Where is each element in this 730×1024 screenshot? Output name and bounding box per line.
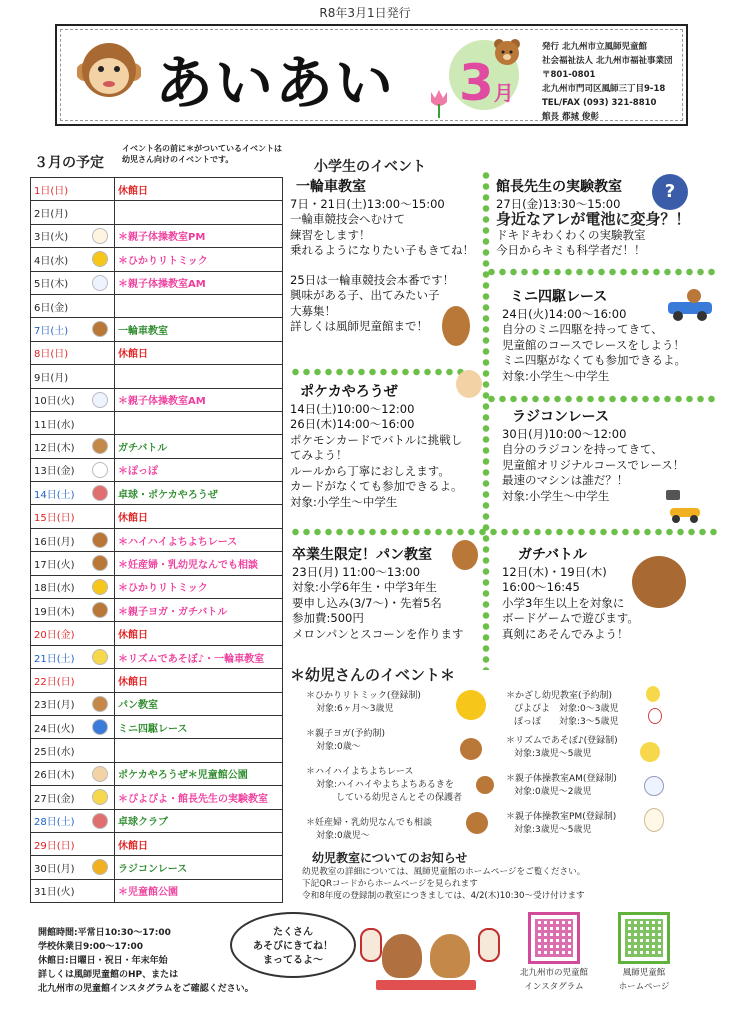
schedule-date-cell (31, 248, 115, 271)
schedule-event-cell (115, 692, 283, 715)
schedule-event: 休館日 (118, 630, 148, 642)
schedule-event: ＊ぽっぽ (118, 466, 158, 478)
schedule-event: ＊リズムであそぼ♪・一輪車教室 (118, 653, 265, 665)
schedule-date-cell (31, 224, 115, 247)
schedule-date-cell (31, 435, 115, 458)
opening-hours: 開館時間:平常日10:30～17:00 学校休業日9:00～17:00 休館日:日曜日・祝日・年末年始 詳しくは風師児童館のHP、または 北九州市の児童館インスタグラムをご確認ください。 (38, 928, 254, 994)
event-character-icon (92, 579, 108, 595)
schedule-date: 27日(金) (34, 793, 75, 805)
event-character-icon (92, 602, 108, 618)
schedule-event: ＊ハイハイよちよちレース (118, 536, 238, 548)
schedule-event: 休館日 (118, 840, 148, 852)
schedule-date-cell (31, 365, 115, 388)
schedule-date: 9日(月) (34, 372, 69, 384)
schedule-date: 18日(水) (34, 583, 75, 595)
schedule-event-cell (115, 435, 283, 458)
schedule-date-cell (31, 271, 115, 294)
schedule-row (31, 294, 283, 317)
schedule-date: 2日(月) (34, 209, 69, 221)
schedule-event: ガチバトル (118, 442, 168, 454)
event-character-icon (92, 462, 108, 478)
unicycle-bear-icon (442, 306, 470, 346)
event-character-icon (92, 438, 108, 454)
schedule-event-cell (115, 458, 283, 481)
unicycle-event: 一輪車教室 7日・21日(土)13:00～15:00 一輪車競技会へむけて 練習をします！ 乗れるようになりたい子もきてね！ 25日は一輪車競技会本番です！ 興味がある子、出てみたい子 大募集！ 詳しくは風師児童館まで！ (290, 180, 490, 335)
bread-title: 卒業生限定！パン教室 (292, 547, 432, 563)
schedule-event-cell (115, 365, 283, 388)
schedule-date: 1日(日) (34, 185, 69, 197)
schedule-event: ＊妊産婦・乳幼児なんでも相談 (118, 559, 258, 571)
event-character-icon (92, 532, 108, 548)
event-character-icon (92, 766, 108, 782)
schedule-row (31, 365, 283, 388)
schedule-row (31, 786, 283, 809)
schedule-date-cell (31, 879, 115, 902)
schedule-date-cell (31, 715, 115, 738)
event-character-icon (92, 228, 108, 244)
schedule-event-cell (115, 294, 283, 317)
schedule-event: ＊親子体操教室PM (118, 232, 206, 244)
yoga-bear-icon (460, 738, 482, 760)
schedule-date-cell (31, 692, 115, 715)
schedule-event-cell (115, 341, 283, 364)
schedule-event: 卓球・ポケカやろうぜ (118, 489, 218, 501)
schedule-date: 31日(火) (34, 887, 75, 899)
schedule-row (31, 201, 283, 224)
schedule-row (31, 669, 283, 692)
parent-bear-icon (466, 812, 488, 834)
schedule-date: 3日(火) (34, 232, 69, 244)
schedule-row (31, 178, 283, 201)
notice-title: 幼児教室についてのお知らせ (312, 851, 468, 865)
schedule-date-cell (31, 762, 115, 785)
schedule-date: 15日(日) (34, 513, 75, 525)
sunflower-icon (456, 690, 486, 720)
hen-icon (648, 708, 662, 724)
schedule-event: 一輪車教室 (118, 326, 168, 338)
crawling-bear-icon (476, 776, 494, 794)
schedule-event-cell (115, 505, 283, 528)
schedule-date-cell (31, 411, 115, 434)
instagram-qr-code[interactable] (528, 912, 580, 964)
schedule-date: 16日(月) (34, 536, 75, 548)
unicycle-title: 一輪車教室 (296, 179, 366, 195)
schedule-date: 22日(日) (34, 676, 75, 688)
issue-date: R8年3月1日発行 (319, 6, 411, 20)
schedule-event: 休館日 (118, 513, 148, 525)
radio-control-car-icon (662, 488, 706, 524)
schedule-date: 7日(土) (34, 326, 69, 338)
schedule-date-cell (31, 622, 115, 645)
schedule-date: 29日(日) (34, 840, 75, 852)
schedule-row (31, 248, 283, 271)
question-bubble-icon: ? (652, 174, 688, 210)
clover-divider-vertical (482, 170, 490, 670)
schedule-event: ミニ四駆レース (118, 723, 188, 735)
schedule-row (31, 482, 283, 505)
schedule-event-cell (115, 739, 283, 762)
schedule-date-cell (31, 575, 115, 598)
schedule-row (31, 715, 283, 738)
preschool-left-list: ＊ひかりリトミック(登録制) 対象:6ヶ月～3歳児 ＊親子ヨガ(予約制) 対象:0歳～ ＊ハイハイよちよちレース 対象:ハイハイやよちよちあるきを している幼児さんとその保護者 ＊妊産婦・乳幼児なんでも相談 対象:0歳児～ (306, 691, 463, 841)
schedule-row (31, 832, 283, 855)
pokeka-event: ポケカやろうぜ 14日(土)10:00～12:00 26日(木)14:00～16:00 ポケモンカードでバトルに挑戦し てみよう！ ルールから丁寧におしえます。 カードがなくても参加できるよ。 対象:小学生～中学生 (290, 385, 490, 510)
schedule-row (31, 692, 283, 715)
event-character-icon (92, 789, 108, 805)
schedule-date: 11日(水) (34, 419, 75, 431)
schedule-date: 10日(火) (34, 396, 75, 408)
tulip-icon (421, 84, 457, 120)
speech-bubble: たくさん あそびにきてね！ まってるよ～ (230, 912, 356, 978)
schedule-event-cell (115, 482, 283, 505)
schedule-event: ＊親子体操教室AM (118, 279, 206, 291)
experiment-title: 館長先生の実験教室 (496, 179, 622, 195)
schedule-event: 休館日 (118, 676, 148, 688)
schedule-row (31, 505, 283, 528)
schedule-date-cell (31, 528, 115, 551)
bread-event: 卒業生限定！パン教室 23日(月) 11:00～13:00 対象:小学6年生・中学3年生 要申し込み(3/7～)・先着5名 参加費:500円 メロンパンとスコーンを作ります (292, 548, 482, 642)
schedule-event-cell (115, 201, 283, 224)
schedule-event: ＊ぴよぴよ・館長先生の実験教室 (118, 793, 268, 805)
schedule-event-cell (115, 832, 283, 855)
schedule-date-cell (31, 294, 115, 317)
schedule-event: 休館日 (118, 349, 148, 361)
mini4wd-event: ミニ四駆レース 24日(火)14:00～16:00 自分のミニ四駆を持ってきて、 児童館のコースでレースをしよう！ ミニ四駆がなくても参加できるよ。 対象:小学生～中学生 (502, 290, 720, 384)
schedule-date: 17日(火) (34, 559, 75, 571)
schedule-event-cell (115, 411, 283, 434)
schedule-event-cell (115, 669, 283, 692)
gachi-title: ガチバトル (518, 547, 587, 563)
schedule-row (31, 762, 283, 785)
schedule-date: 19日(木) (34, 606, 75, 618)
schedule-date-cell (31, 832, 115, 855)
schedule-row (31, 435, 283, 458)
schedule-date-cell (31, 482, 115, 505)
bear-with-cards-icon (632, 556, 686, 608)
schedule-table (30, 177, 283, 903)
schedule-date-cell (31, 388, 115, 411)
schedule-date-cell (31, 669, 115, 692)
instagram-qr-label: 北九州市の児童館 インスタグラム (519, 968, 588, 992)
event-character-icon (92, 392, 108, 408)
schedule-row (31, 856, 283, 879)
homepage-qr-code[interactable] (618, 912, 670, 964)
hina-doll-bear-icon (430, 934, 470, 978)
schedule-event-cell (115, 809, 283, 832)
schedule-event-cell (115, 271, 283, 294)
bear-icon (491, 36, 523, 68)
monkey-icon (77, 36, 141, 106)
schedule-row (31, 318, 283, 341)
schedule-row (31, 388, 283, 411)
schedule-date: 4日(水) (34, 255, 69, 267)
schedule-event-cell (115, 645, 283, 668)
schedule-row (31, 809, 283, 832)
race-car-icon (664, 288, 716, 322)
elementary-events-title: 小学生のイベント (314, 159, 426, 175)
schedule-row (31, 645, 283, 668)
clover-divider (486, 395, 718, 403)
schedule-event: ＊ひかりリトミック (118, 255, 208, 267)
schedule-event-cell (115, 552, 283, 575)
schedule-row (31, 599, 283, 622)
schedule-date: 12日(木) (34, 442, 75, 454)
schedule-event-cell (115, 762, 283, 785)
chef-bear-icon (452, 540, 478, 570)
schedule-row (31, 879, 283, 902)
schedule-row (31, 622, 283, 645)
schedule-date-cell (31, 552, 115, 575)
schedule-date: 24日(火) (34, 723, 75, 735)
clover-divider (486, 268, 718, 276)
schedule-event-cell (115, 388, 283, 411)
schedule-date-cell (31, 341, 115, 364)
schedule-date-cell (31, 809, 115, 832)
schedule-row (31, 458, 283, 481)
schedule-event: 休館日 (118, 185, 148, 197)
schedule-date: 6日(金) (34, 302, 69, 314)
schedule-event: パン教室 (118, 700, 158, 712)
radicon-event: ラジコンレース 30日(月)10:00～12:00 自分のラジコンを持ってきて、 児童館オリジナルコースでレース！ 最速のマシンは誰だ？！ 対象:小学生～中学生 (502, 410, 720, 504)
schedule-event-cell (115, 528, 283, 551)
schedule-date: 13日(金) (34, 466, 75, 478)
schedule-date-cell (31, 505, 115, 528)
schedule-date: 20日(金) (34, 630, 75, 642)
preschool-events-title: ＊幼児さんのイベント＊ (290, 666, 456, 684)
hina-doll-bear-icon (382, 934, 422, 978)
event-character-icon (92, 251, 108, 267)
schedule-date-cell (31, 739, 115, 762)
event-character-icon (92, 859, 108, 875)
lantern-icon (360, 928, 382, 962)
schedule-date: 26日(木) (34, 770, 75, 782)
schedule-event-cell (115, 224, 283, 247)
schedule-date-cell (31, 318, 115, 341)
schedule-event-cell (115, 599, 283, 622)
schedule-row (31, 271, 283, 294)
chick-icon (646, 686, 660, 702)
event-character-icon (92, 321, 108, 337)
newsletter-header (55, 24, 688, 126)
schedule-event-cell (115, 786, 283, 809)
schedule-event-cell (115, 715, 283, 738)
schedule-event-cell (115, 879, 283, 902)
event-character-icon (92, 696, 108, 712)
schedule-date-cell (31, 178, 115, 201)
schedule-event: ポケカやろうぜ＊児童館公園 (118, 770, 248, 782)
schedule-event: ＊児童館公園 (118, 887, 178, 899)
event-character-icon (92, 555, 108, 571)
schedule-date: 21日(土) (34, 653, 75, 665)
homepage-qr-label: 風師児童館 ホームページ (618, 968, 670, 992)
schedule-event: 卓球クラブ (118, 817, 168, 829)
schedule-event: ＊親子ヨガ・ガチバトル (118, 606, 228, 618)
schedule-date: 25日(水) (34, 747, 75, 759)
newsletter-title: あいあい (155, 49, 396, 117)
schedule-row (31, 552, 283, 575)
pokeka-title: ポケカやろうぜ (300, 384, 398, 400)
schedule-date: 30日(月) (34, 864, 75, 876)
schedule-date-cell (31, 458, 115, 481)
schedule-row (31, 575, 283, 598)
schedule-row (31, 739, 283, 762)
event-character-icon (92, 719, 108, 735)
event-character-icon (92, 813, 108, 829)
baby-icon (644, 808, 664, 832)
schedule-event: ラジコンレース (118, 864, 188, 876)
schedule-title: ３月の予定 (34, 155, 104, 171)
schedule-row (31, 224, 283, 247)
schedule-date-cell (31, 856, 115, 879)
schedule-event-cell (115, 575, 283, 598)
schedule-row (31, 528, 283, 551)
clover-divider (290, 368, 466, 376)
publisher-info: 発行 北九州市立風師児童館 社会福祉法人 北九州市福祉事業団 〒801-0801 北九州市門司区風師三丁目9-18 TEL/FAX (093) 321-8810 館長 都城 俊彰 (542, 42, 673, 122)
schedule-date: 14日(土) (34, 489, 75, 501)
schedule-date: 28日(土) (34, 817, 75, 829)
schedule-row (31, 341, 283, 364)
schedule-date-cell (31, 786, 115, 809)
schedule-event-cell (115, 856, 283, 879)
experiment-event: 館長先生の実験教室 27日(金)13:30～15:00 身近なアレが電池に変身？！ ドキドキわくわくの実験教室 今日からキミも科学者だ！！ (496, 180, 718, 259)
schedule-note: イベント名の前に＊がついているイベントは 幼児さん向けのイベントです。 (122, 144, 282, 164)
month-label: 3月 (459, 54, 514, 112)
schedule-date: 23日(月) (34, 700, 75, 712)
schedule-event: ＊ひかりリトミック (118, 583, 208, 595)
ghost-icon (644, 776, 664, 796)
schedule-date: 8日(日) (34, 349, 69, 361)
clover-divider (290, 528, 718, 536)
bee-icon (640, 742, 660, 762)
radicon-title: ラジコンレース (512, 409, 609, 425)
preschool-right-list: ＊かざし幼児教室(予約制) ぴよぴよ 対象:0～3歳児 ぽっぽ 対象:3～5歳児 ＊リズムであそぼ♪(登録制) 対象:3歳児～5歳児 ＊親子体操教室AM(登録制) 対象:0歳児～2歳児 ＊親子体操教室PM(登録制) 対象:3歳児～5歳児 (506, 691, 619, 835)
schedule-date: 5日(木) (34, 279, 69, 291)
schedule-event-cell (115, 622, 283, 645)
schedule-event-cell (115, 318, 283, 341)
schedule-event-cell (115, 248, 283, 271)
schedule-event-cell (115, 178, 283, 201)
notice-section: 幼児教室についてのお知らせ 幼児教室の詳細については、風師児童館のホームページをご覧ください。 下記QRコードからホームページを見られます 令和8年度の登録制の教室につきましては、4/2(木)10:30～受け付けます (302, 851, 586, 901)
mini4wd-title: ミニ四駆レース (510, 289, 608, 305)
schedule-date-cell (31, 599, 115, 622)
schedule-date-cell (31, 201, 115, 224)
schedule-date-cell (31, 645, 115, 668)
event-character-icon (92, 649, 108, 665)
lantern-icon (478, 928, 500, 962)
gachi-event: ガチバトル 12日(木)・19日(木) 16:00～16:45 小学3年生以上を対象に ボードゲームで遊びます。 真剣にあそんでみよう！ (502, 548, 720, 642)
event-character-icon (92, 485, 108, 501)
boy-playing-cards-icon (456, 370, 482, 398)
schedule-event: ＊親子体操教室AM (118, 396, 206, 408)
schedule-row (31, 411, 283, 434)
event-character-icon (92, 275, 108, 291)
hina-stand (376, 980, 476, 990)
